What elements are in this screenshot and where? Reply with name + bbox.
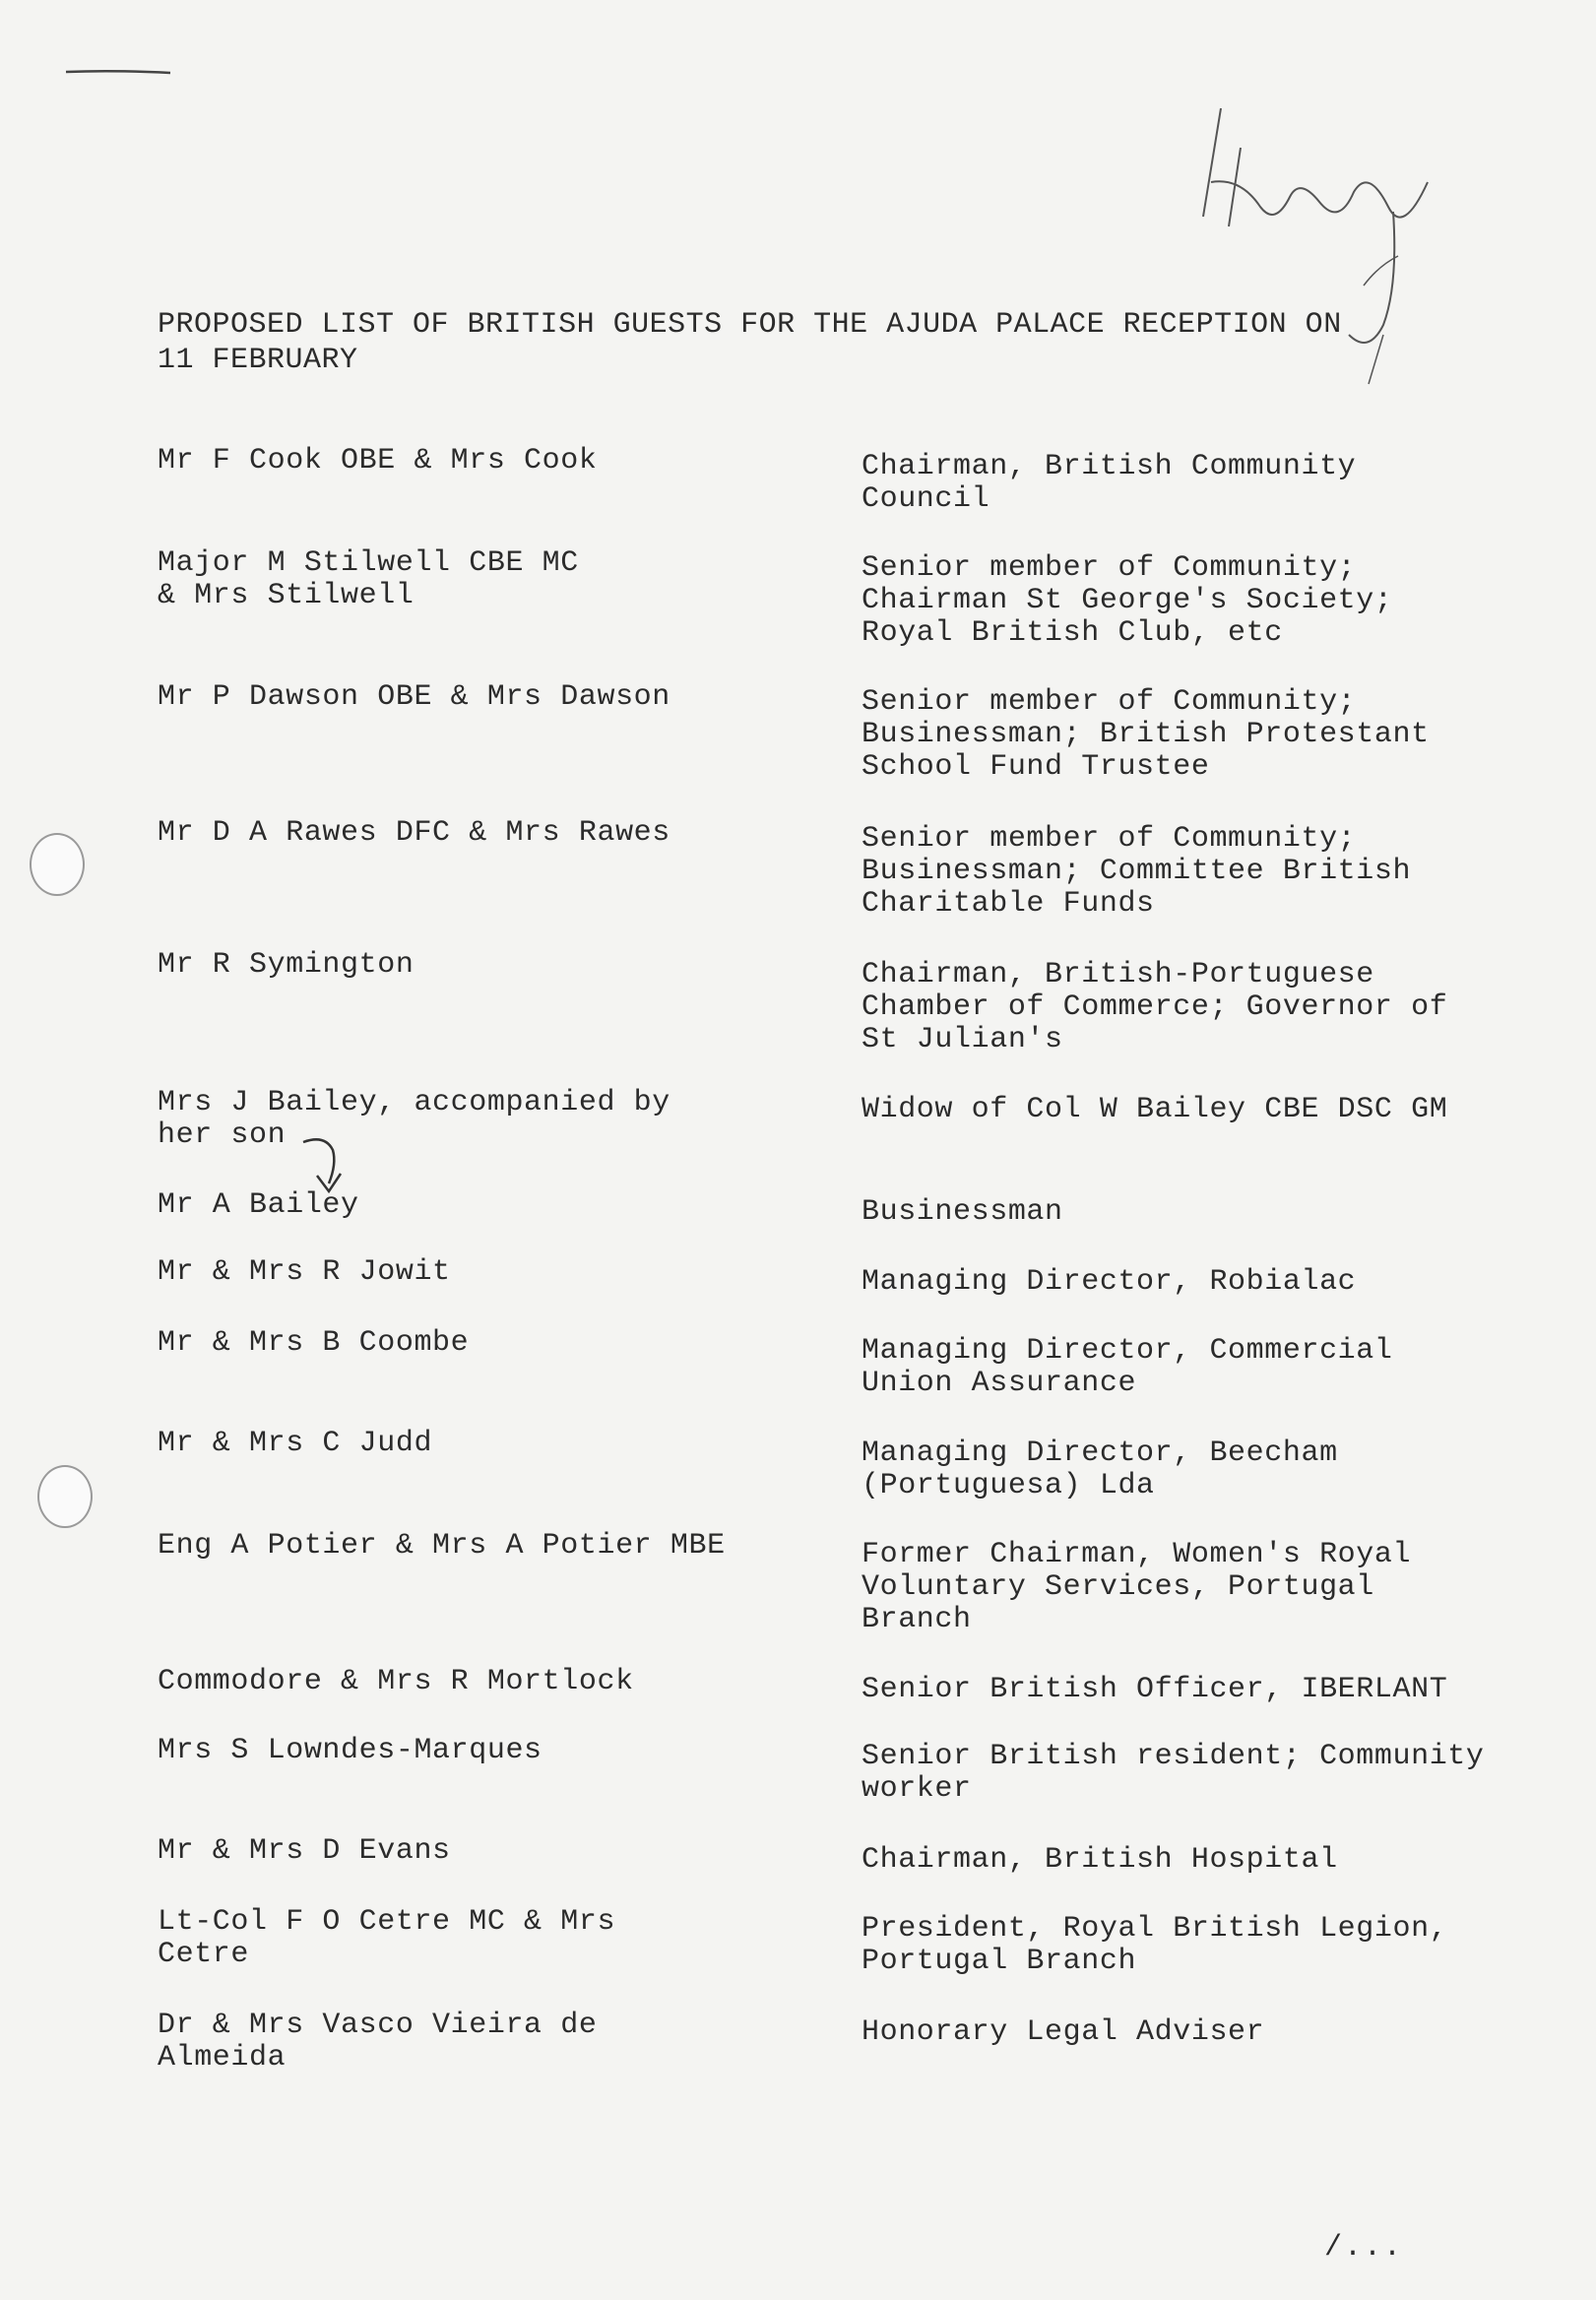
guest-name: Lt-Col F O Cetre MC & Mrs Cetre [158,1905,616,1971]
guest-description: Chairman, British Hospital [862,1843,1338,1877]
guest-name: Mr A Bailey [158,1188,359,1222]
guest-description: Senior British Officer, IBERLANT [862,1673,1448,1706]
document-title: PROPOSED LIST OF BRITISH GUESTS FOR THE AJUDA PALACE RECEPTION ON 11 FEBRUARY [158,308,1342,377]
guest-description: Managing Director, Beecham (Portuguesa) Lda [862,1437,1338,1502]
guest-name: Mrs J Bailey, accompanied by her son [158,1086,670,1152]
guest-name: Major M Stilwell CBE MC & Mrs Stilwell [158,546,579,612]
guest-description: Honorary Legal Adviser [862,2015,1265,2049]
guest-name: Mr F Cook OBE & Mrs Cook [158,444,598,478]
guest-description: Senior British resident; Community worker [862,1740,1485,1806]
guest-description: Chairman, British-Portuguese Chamber of Commerce; Governor of St Julian's [862,958,1448,1056]
guest-description: Senior member of Community; Businessman; Committee British Charitable Funds [862,822,1412,921]
guest-name: Mr & Mrs C Judd [158,1427,433,1460]
guest-description: Widow of Col W Bailey CBE DSC GM [862,1093,1448,1126]
guest-name: Commodore & Mrs R Mortlock [158,1665,634,1698]
guest-name: Mr P Dawson OBE & Mrs Dawson [158,680,670,714]
guest-description: Managing Director, Commercial Union Assurance [862,1334,1393,1400]
guest-name: Mr D A Rawes DFC & Mrs Rawes [158,816,670,850]
guest-name: Mr R Symington [158,948,415,982]
guest-description: Businessman [862,1195,1063,1229]
continuation-mark: /... [1324,2231,1404,2265]
guest-description: Managing Director, Robialac [862,1265,1357,1299]
guest-name: Mr & Mrs B Coombe [158,1326,470,1360]
guest-name: Eng A Potier & Mrs A Potier MBE [158,1529,726,1563]
guest-description: Senior member of Community; Chairman St George's Society; Royal British Club, etc [862,551,1393,650]
guest-name: Mrs S Lowndes-Marques [158,1734,543,1767]
pen-mark [64,69,172,75]
guest-name: Mr & Mrs R Jowit [158,1255,451,1289]
guest-description: Senior member of Community; Businessman; British Protestant School Fund Trustee [862,685,1430,784]
guest-description: Former Chairman, Women's Royal Voluntary Services, Portugal Branch [862,1538,1412,1636]
guest-description: Chairman, British Community Council [862,450,1357,516]
guest-name: Mr & Mrs D Evans [158,1834,451,1868]
punch-hole [37,1465,93,1528]
guest-description: President, Royal British Legion, Portugal Branch [862,1912,1448,1978]
punch-hole [30,833,85,896]
guest-name: Dr & Mrs Vasco Vieira de Almeida [158,2009,598,2075]
